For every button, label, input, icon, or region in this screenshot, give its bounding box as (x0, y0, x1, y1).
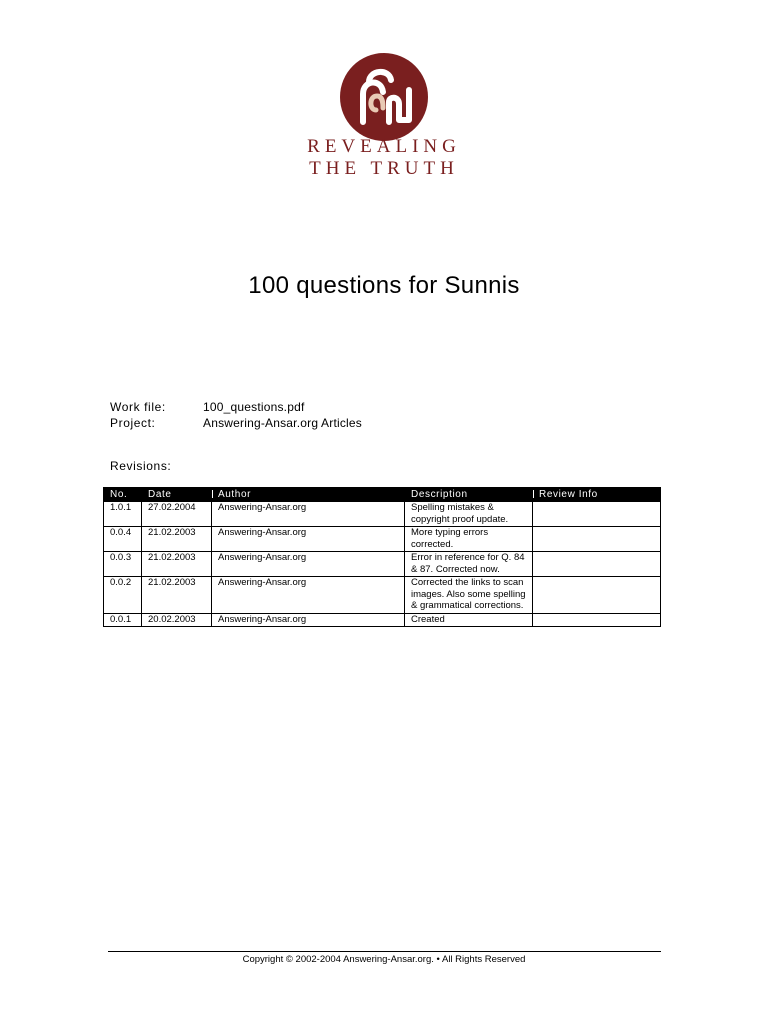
column-header-review-info: Review Info (533, 487, 661, 502)
cell-date: 21.02.2003 (142, 577, 212, 614)
cell-date: 21.02.2003 (142, 527, 212, 552)
column-header-date: Date (142, 487, 212, 502)
table-row (104, 527, 661, 552)
column-header-author: Author (212, 487, 405, 502)
brand-line-2: THE TRUTH (309, 158, 459, 179)
cell-description: Spelling mistakes & copyright proof update. (405, 502, 533, 527)
cell-review-info (533, 527, 661, 552)
cell-review-info (533, 577, 661, 614)
cell-description: Error in reference for Q. 84 & 87. Corrected now. (405, 552, 533, 577)
cell-no: 1.0.1 (104, 502, 142, 527)
cell-author: Answering-Ansar.org (212, 577, 405, 614)
cell-no: 0.0.3 (104, 552, 142, 577)
cell-date: 27.02.2004 (142, 502, 212, 527)
document-title: 100 questions for Sunnis (248, 272, 520, 299)
cell-review-info (533, 552, 661, 577)
cell-date: 20.02.2003 (142, 613, 212, 627)
cell-description: Corrected the links to scan images. Also some spelling & grammatical corrections. (405, 577, 533, 614)
table-row (104, 577, 661, 614)
column-header-description: Description (405, 487, 533, 502)
cell-description: Created (405, 613, 533, 627)
revisions-table (103, 487, 661, 627)
cell-date: 21.02.2003 (142, 552, 212, 577)
cell-author: Answering-Ansar.org (212, 552, 405, 577)
cell-author: Answering-Ansar.org (212, 502, 405, 527)
table-row (104, 552, 661, 577)
revisions-label: Revisions: (110, 459, 172, 473)
cell-no: 0.0.2 (104, 577, 142, 614)
cell-author: Answering-Ansar.org (212, 613, 405, 627)
project-label: Project: (110, 416, 156, 430)
footer-copyright: Copyright © 2002-2004 Answering-Ansar.org. • All Rights Reserved (242, 954, 526, 965)
footer-divider (108, 951, 661, 952)
cell-no: 0.0.1 (104, 613, 142, 627)
revealing-truth-logo (339, 52, 429, 142)
brand-line-1: REVEALING (307, 136, 461, 157)
cell-review-info (533, 613, 661, 627)
table-row (104, 502, 661, 527)
table-row (104, 613, 661, 627)
work-file-value: 100_questions.pdf (203, 400, 305, 414)
work-file-label: Work file: (110, 400, 166, 414)
cell-author: Answering-Ansar.org (212, 527, 405, 552)
column-header-no: No. (104, 487, 142, 502)
project-value: Answering-Ansar.org Articles (203, 416, 362, 430)
table-header-row (104, 487, 661, 502)
cell-review-info (533, 502, 661, 527)
cell-no: 0.0.4 (104, 527, 142, 552)
project-row (110, 416, 362, 430)
cell-description: More typing errors corrected. (405, 527, 533, 552)
work-file-row (110, 400, 304, 414)
